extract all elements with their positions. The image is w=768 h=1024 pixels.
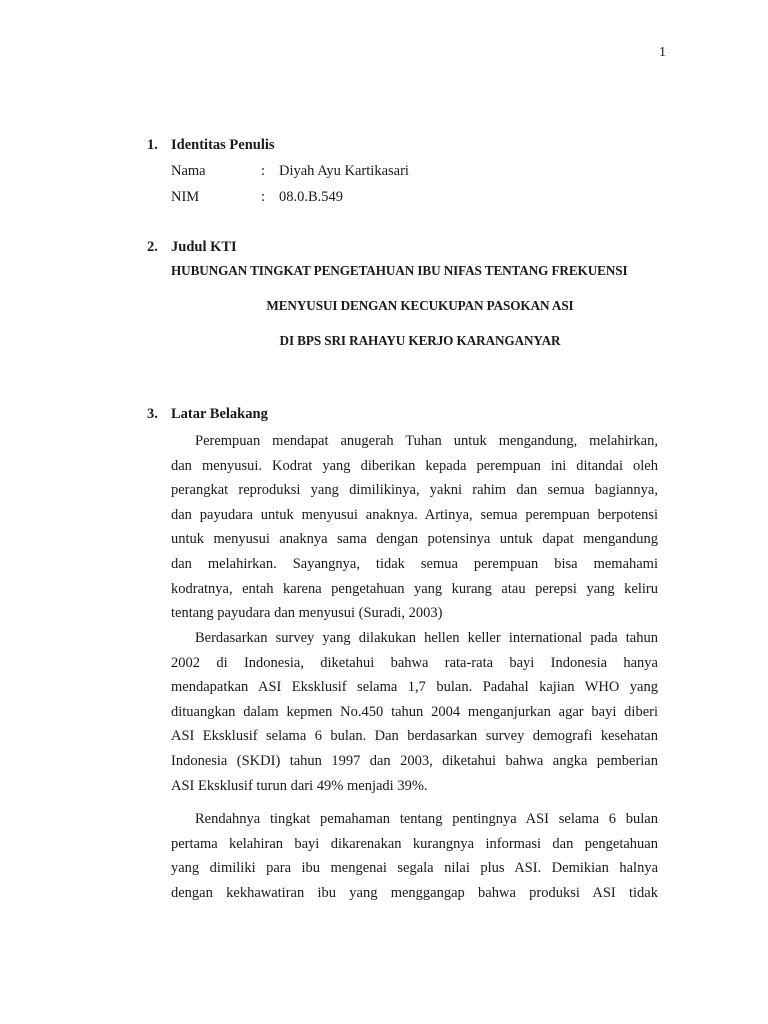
section-heading-latar-belakang [147,406,268,423]
page-number: 1 [659,45,666,60]
paragraph-line: ASI Eksklusif selama 6 bulan. Dan berdasarkan survey demografi kesehatan [171,728,658,745]
paragraph-line: Rendahnya tingkat pemahaman tentang pentingnya ASI selama 6 bulan [195,811,658,827]
paragraph-1 [171,429,658,626]
paragraph-line: ASI Eksklusif turun dari 49% menjadi 39%. [171,777,428,794]
paragraph-line: perangkat reproduksi yang dimilikinya, yakni rahim dan semua bagiannya, [171,482,658,499]
paragraph-line: yang dimiliki para ibu mengenai segala nilai plus ASI. Demikian halnya [171,860,658,877]
paragraph-line: 2002 di Indonesia, diketahui bahwa rata-rata bayi Indonesia hanya [171,654,658,671]
section-title: Latar Belakang [171,406,268,422]
kti-title-line-1: HUBUNGAN TINGKAT PENGETAHUAN IBU NIFAS TENTANG FREKUENSI [171,263,628,278]
section-title: Judul KTI [171,239,237,255]
kti-title-line-2: MENYUSUI DENGAN KECUKUPAN PASOKAN ASI [266,298,574,313]
paragraph-line: dan payudara untuk menyusui anaknya. Artinya, semua perempuan berpotensi [171,506,658,523]
section-number: 2. [147,239,158,255]
paragraph-line: Berdasarkan survey yang dilakukan hellen keller international pada tahun [195,630,658,646]
field-value: Diyah Ayu Kartikasari [279,163,409,179]
field-nama [171,163,409,180]
paragraph-2 [171,626,658,798]
kti-title-line-3: DI BPS SRI RAHAYU KERJO KARANGANYAR [279,333,561,348]
field-label: NIM [171,189,200,205]
paragraph-line: dan melahirkan. Sayangnya, tidak semua perempuan bisa memahami [171,555,658,572]
paragraph-line: untuk menyusui anaknya sama dengan potensinya untuk dapat mengandung [171,531,658,548]
paragraph-line: Perempuan mendapat anugerah Tuhan untuk mengandung, melahirkan, [195,433,658,449]
paragraph-line: kodratnya, entah karena pengetahuan yang kurang atau perepsi yang keliru [171,580,658,597]
paragraph-line: Indonesia (SKDI) tahun 1997 dan 2003, diketahui bahwa angka pemberian [171,752,658,769]
section-heading-judul [147,239,237,256]
field-label: Nama [171,163,206,179]
paragraph-line: mendapatkan ASI Eksklusif selama 1,7 bulan. Padahal kajian WHO yang [171,679,658,696]
paragraph-line: tentang payudara dan menyusui (Suradi, 2003) [171,605,443,622]
section-number: 3. [147,406,158,422]
field-value: 08.0.B.549 [279,189,344,205]
paragraph-line: dan menyusui. Kodrat yang diberikan kepada perempuan ini ditandai oleh [171,457,658,474]
paragraph-line: pertama kelahiran bayi dikarenakan kurangnya informasi dan pengetahuan [171,835,658,852]
paragraph-line: dengan kekhawatiran ibu yang menggangap bahwa produksi ASI tidak [171,884,658,901]
section-title: Identitas Penulis [171,137,275,153]
field-nim [171,189,343,206]
paragraph-line: dituangkan dalam kepmen No.450 tahun 2004 menganjurkan agar bayi diberi [171,703,658,720]
field-colon: : [261,189,266,205]
field-colon: : [261,163,266,179]
section-number: 1. [147,137,158,153]
paragraph-3 [171,807,658,905]
section-heading-identitas [147,137,275,154]
